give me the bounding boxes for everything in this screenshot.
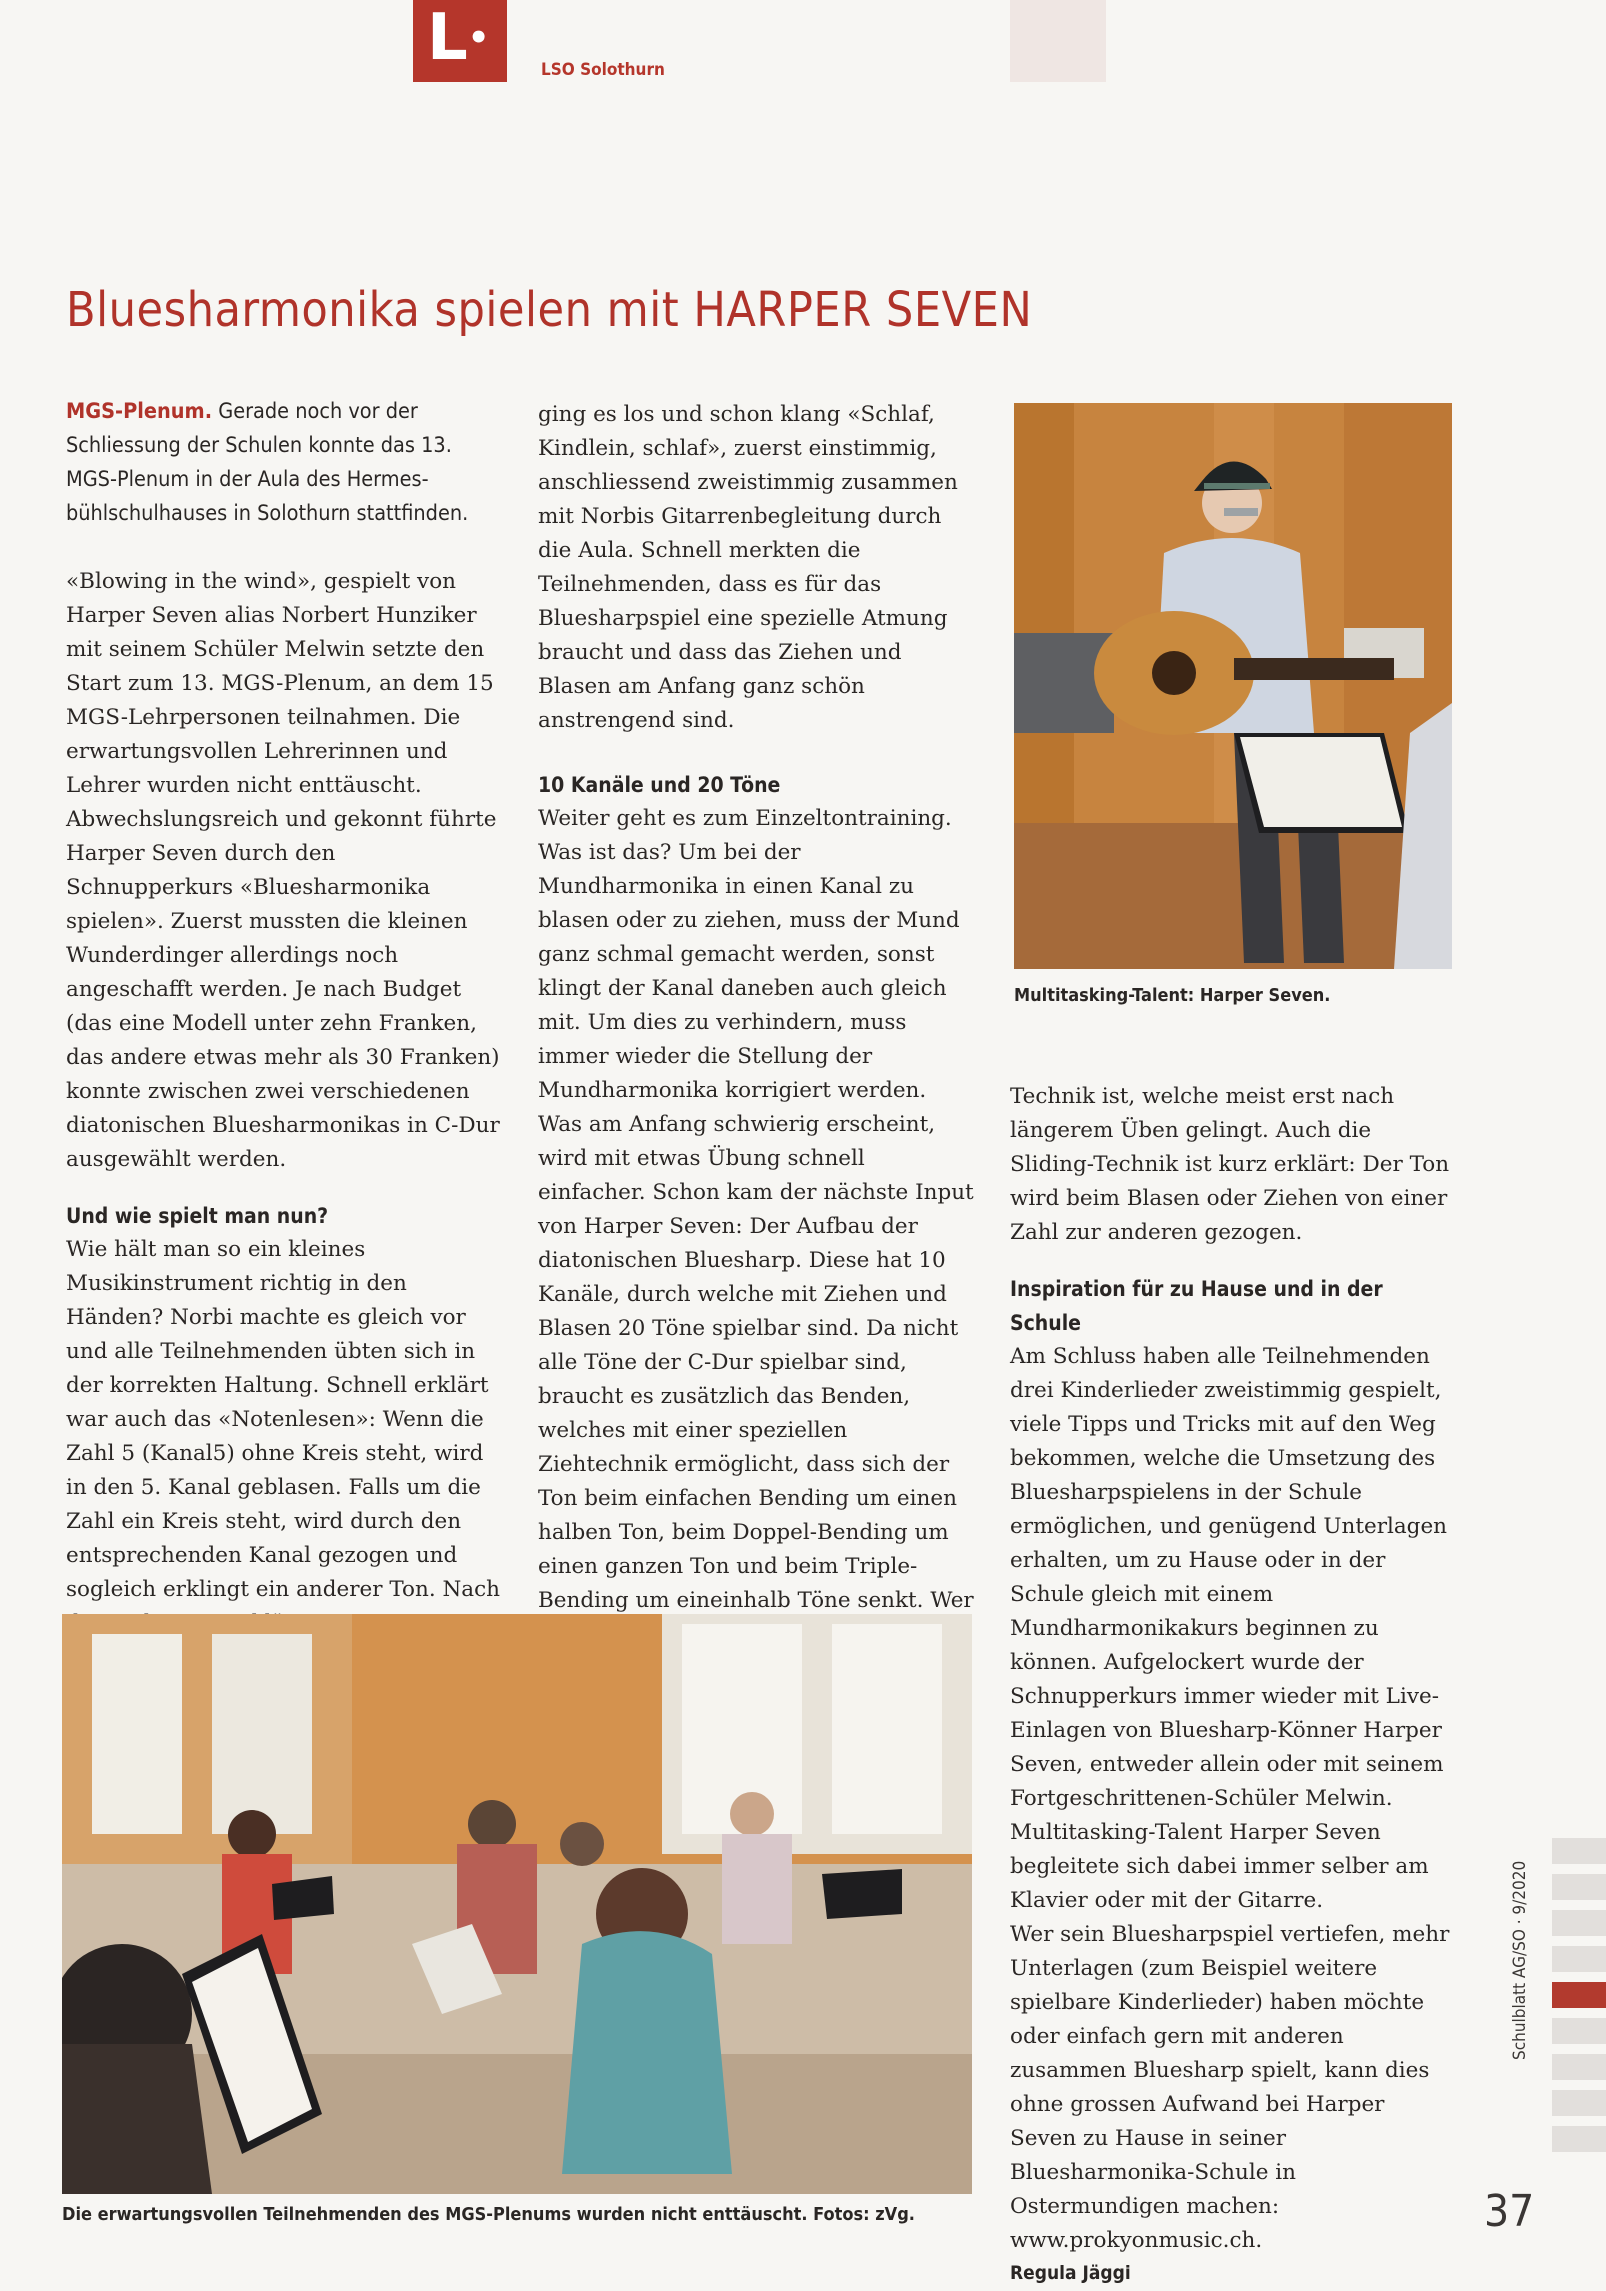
subheading: Inspiration für zu Hause und in der Schule <box>1010 1277 1383 1335</box>
photo-participants-illustration <box>62 1614 972 2194</box>
paragraph: Technik ist, welche meist erst nach längerem Üben gelingt. Auch die Sliding-Technik ist kurz erklärt: Der Ton wird beim Blasen oder Ziehen von einer Zahl zur anderen gezogen. <box>1010 1084 1450 1245</box>
photo-participants <box>62 1614 972 2194</box>
article-lead <box>66 395 506 531</box>
photo-caption: Die erwartungsvollen Teilnehmenden des MGS-Plenums wurden nicht enttäuscht. Fotos: zVg. <box>62 2204 915 2225</box>
page-number: 37 <box>1484 2186 1535 2237</box>
article-column-3 <box>1010 1080 1456 2288</box>
publication-logo <box>413 0 507 82</box>
section-label: LSO Solothurn <box>541 60 665 80</box>
lead-kicker: MGS-Plenum. <box>66 399 213 424</box>
subheading: Und wie spielt man nun? <box>66 1204 329 1228</box>
margin-stripes <box>1552 1838 1606 2162</box>
logo-letter: L <box>427 1 468 75</box>
article-column-2 <box>538 398 976 1720</box>
paragraph: Weiter geht es zum Einzeltontraining. Was ist das? Um bei der Mundharmonika in einen Kanal zu blasen oder zu ziehen, muss der Mund ganz schmal gemacht werden, sonst klingt der Kanal daneben auch gleich mit. Um dies zu verhindern, muss immer wieder die Stellung der Mundharmonika korrigiert werden. Was am Anfang schwierig erscheint, wird mit etwas Übung schnell einfacher. Schon kam der nächste Input von Harper Seven: Der Aufbau der diatonischen Bluesharp. Diese hat 10 Kanäle, durch welche mit Ziehen und Blasen 20 Töne spielbar sind. Da nicht alle Töne der C-Dur spielbar sind, braucht es zusätzlich das Benden, welches mit einer speziellen Ziehtechnik ermöglicht, dass sich der Ton beim einfachen Bending um einen halben Ton, beim Doppel-Bending um einen ganzen Ton und beim Triple-Bending um eineinhalb Töne senkt. Wer <box>538 806 974 1613</box>
paragraph: «Blowing in the wind», gespielt von Harper Seven alias Norbert Hunziker mit seinem Schüler Melwin setzte den Start zum 13. MGS-Plenum, an dem 15 MGS-Lehrpersonen teilnahmen. Die erwartungsvollen Lehrerinnen und Lehrer wurden nicht enttäuscht. Abwechslungsreich und gekonnt führte Harper Seven durch den Schnupperkurs «Bluesharmonika spielen». Zuerst mussten die kleinen Wunderdinger allerdings noch angeschafft werden. Je nach Budget (das eine Modell unter zehn Franken, das andere etwas mehr als 30 Franken) konnte zwischen zwei verschiedenen diatonischen Bluesharmonikas in C-Dur ausgewählt werden. <box>66 569 500 1172</box>
author-byline: Regula Jäggi <box>1010 2262 1131 2284</box>
paragraph: Wer sein Bluesharpspiel vertiefen, mehr Unterlagen (zum Beispiel weitere spielbare Kinderlieder) haben möchte oder einfach gern mit anderen zusammen Bluesharp spielt, kann dies ohne grossen Aufwand bei Harper Seven zu Hause in seiner Bluesharmonika-Schule in Ostermundigen machen: www.prokyonmusic.ch. <box>1010 1922 1450 2253</box>
photo-harper-seven <box>1014 403 1452 969</box>
article-column-1 <box>66 395 506 1675</box>
lead-text: Gerade noch vor der Schliessung der Schulen konnte das 13. MGS-Plenum in der Aula des Hermesbühlschulhauses in Solothurn stattfinden. <box>66 399 469 526</box>
paragraph: ging es los und schon klang «Schlaf, Kindlein, schlaf», zuerst einstimmig, anschliessend zweistimmig zusammen mit Norbis Gitarrenbegleitung durch die Aula. Schnell merkten die Teilnehmenden, dass es für das Bluesharpspiel eine spezielle Atmung braucht und dass das Ziehen und Blasen am Anfang ganz schön anstrengend sind. <box>538 402 958 733</box>
journal-issue: Schulblatt AG/SO · 9/2020 <box>1510 1860 1530 2060</box>
paragraph: Wie hält man so ein kleines Musikinstrument richtig in den Händen? Norbi machte es gleich vor und alle Teilnehmenden übten sich in der korrekten Haltung. Schnell erklärt war auch das «Notenlesen»: Wenn die Zahl 5 (Kanal5) ohne Kreis steht, wird in den 5. Kanal geblasen. Falls um die Zahl ein Kreis steht, wird durch den entsprechenden Kanal gezogen und sogleich erklingt ein anderer Ton. Nach <box>66 1237 500 1602</box>
subheading: 10 Kanäle und 20 Töne <box>538 773 781 797</box>
paragraph: Am Schluss haben alle Teilnehmenden drei Kinderlieder zweistimmig gespielt, viele Tipps und Tricks mit auf den Weg bekommen, welche die Umsetzung des Bluesharpspielens in der Schule ermöglichen, und genügend Unterlagen erhalten, um zu Hause oder in der Schule gleich mit einem Mundharmonikakurs beginnen zu können. Aufgelockert wurde der Schnupperkurs immer wieder mit Live-Einlagen von Bluesharp-Könner Harper Seven, entweder allein oder mit seinem Fortgeschrittenen-Schüler Melwin. Multitasking-Talent Harper Seven begleitete sich dabei immer selber am Klavier oder mit der Gitarre. <box>1010 1344 1448 1913</box>
bleed-through-logo <box>1010 0 1106 82</box>
logo-mark: L• <box>427 1 490 75</box>
photo-caption: Multitasking-Talent: Harper Seven. <box>1014 985 1331 1006</box>
photo-harper-seven-illustration <box>1014 403 1452 969</box>
article-headline: Bluesharmonika spielen mit HARPER SEVEN <box>66 282 1033 338</box>
